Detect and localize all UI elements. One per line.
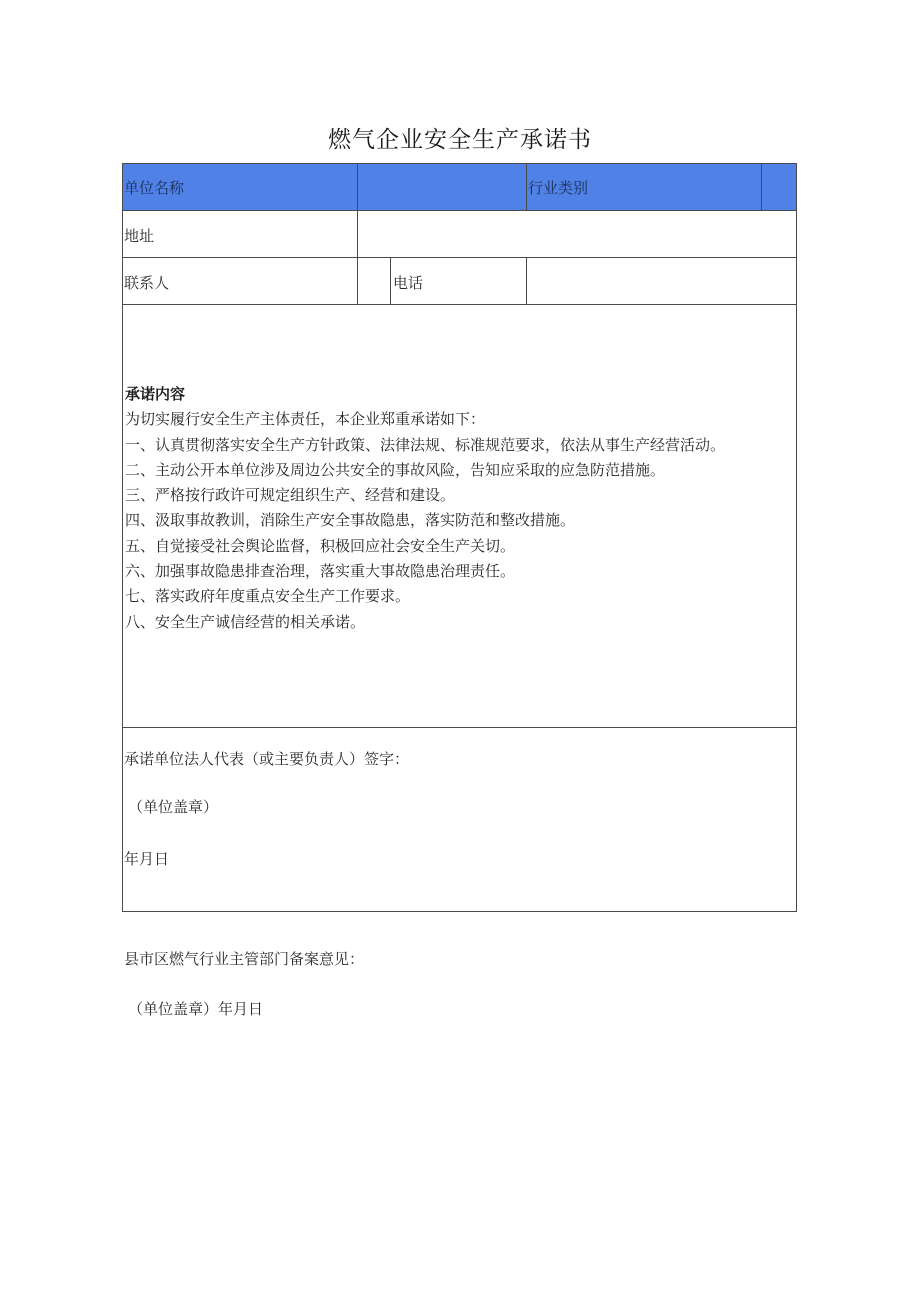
commitment-item: 七、落实政府年度重点安全生产工作要求。 [125, 587, 411, 606]
commitment-item: 八、安全生产诚信经营的相关承诺。 [125, 612, 366, 631]
record-seal-date-label: （单位盖章）年月日 [128, 1000, 264, 1018]
header-divider-2 [526, 163, 527, 211]
signature-rep-label: 承诺单位法人代表（或主要负责人）签字： [124, 750, 410, 768]
phone-label: 电话 [393, 274, 424, 292]
address-row [122, 210, 797, 258]
contact-row [122, 257, 797, 305]
document-title: 燃气企业安全生产承诺书 [328, 127, 592, 153]
contact-divider-1 [357, 257, 358, 305]
contact-divider-2 [390, 257, 391, 305]
contact-label: 联系人 [124, 274, 170, 292]
commitment-content [125, 382, 785, 635]
signature-seal-label: （单位盖章） [128, 798, 219, 816]
info-table-header-row [122, 163, 797, 211]
header-divider-3 [761, 163, 762, 211]
commitment-item: 四、汲取事故教训，消除生产安全事故隐患，落实防范和整改措施。 [125, 511, 576, 530]
address-divider [357, 210, 358, 258]
record-opinion-label: 县市区燃气行业主管部门备案意见： [124, 950, 365, 968]
commitment-heading: 承诺内容 [125, 385, 186, 403]
contact-divider-3 [526, 257, 527, 305]
address-label: 地址 [124, 227, 155, 245]
header-divider-1 [357, 163, 358, 211]
commitment-item: 二、主动公开本单位涉及周边公共安全的事故风险，告知应采取的应急防范措施。 [125, 460, 666, 479]
unit-name-label: 单位名称 [124, 179, 185, 197]
signature-date-label: 年月日 [124, 850, 170, 868]
commitment-item: 一、认真贯彻落实安全生产方针政策、法律法规、标准规范要求，依法从事生产经营活动。 [125, 435, 726, 454]
commitment-item: 五、自觉接受社会舆论监督，积极回应社会安全生产关切。 [125, 536, 516, 555]
commitment-intro: 为切实履行安全生产主体责任，本企业郑重承诺如下： [125, 410, 486, 429]
industry-label: 行业类别 [528, 179, 589, 197]
commitment-item: 三、严格按行政许可规定组织生产、经营和建设。 [125, 486, 456, 505]
commitment-item: 六、加强事故隐患排查治理，落实重大事故隐患治理责任。 [125, 562, 516, 581]
